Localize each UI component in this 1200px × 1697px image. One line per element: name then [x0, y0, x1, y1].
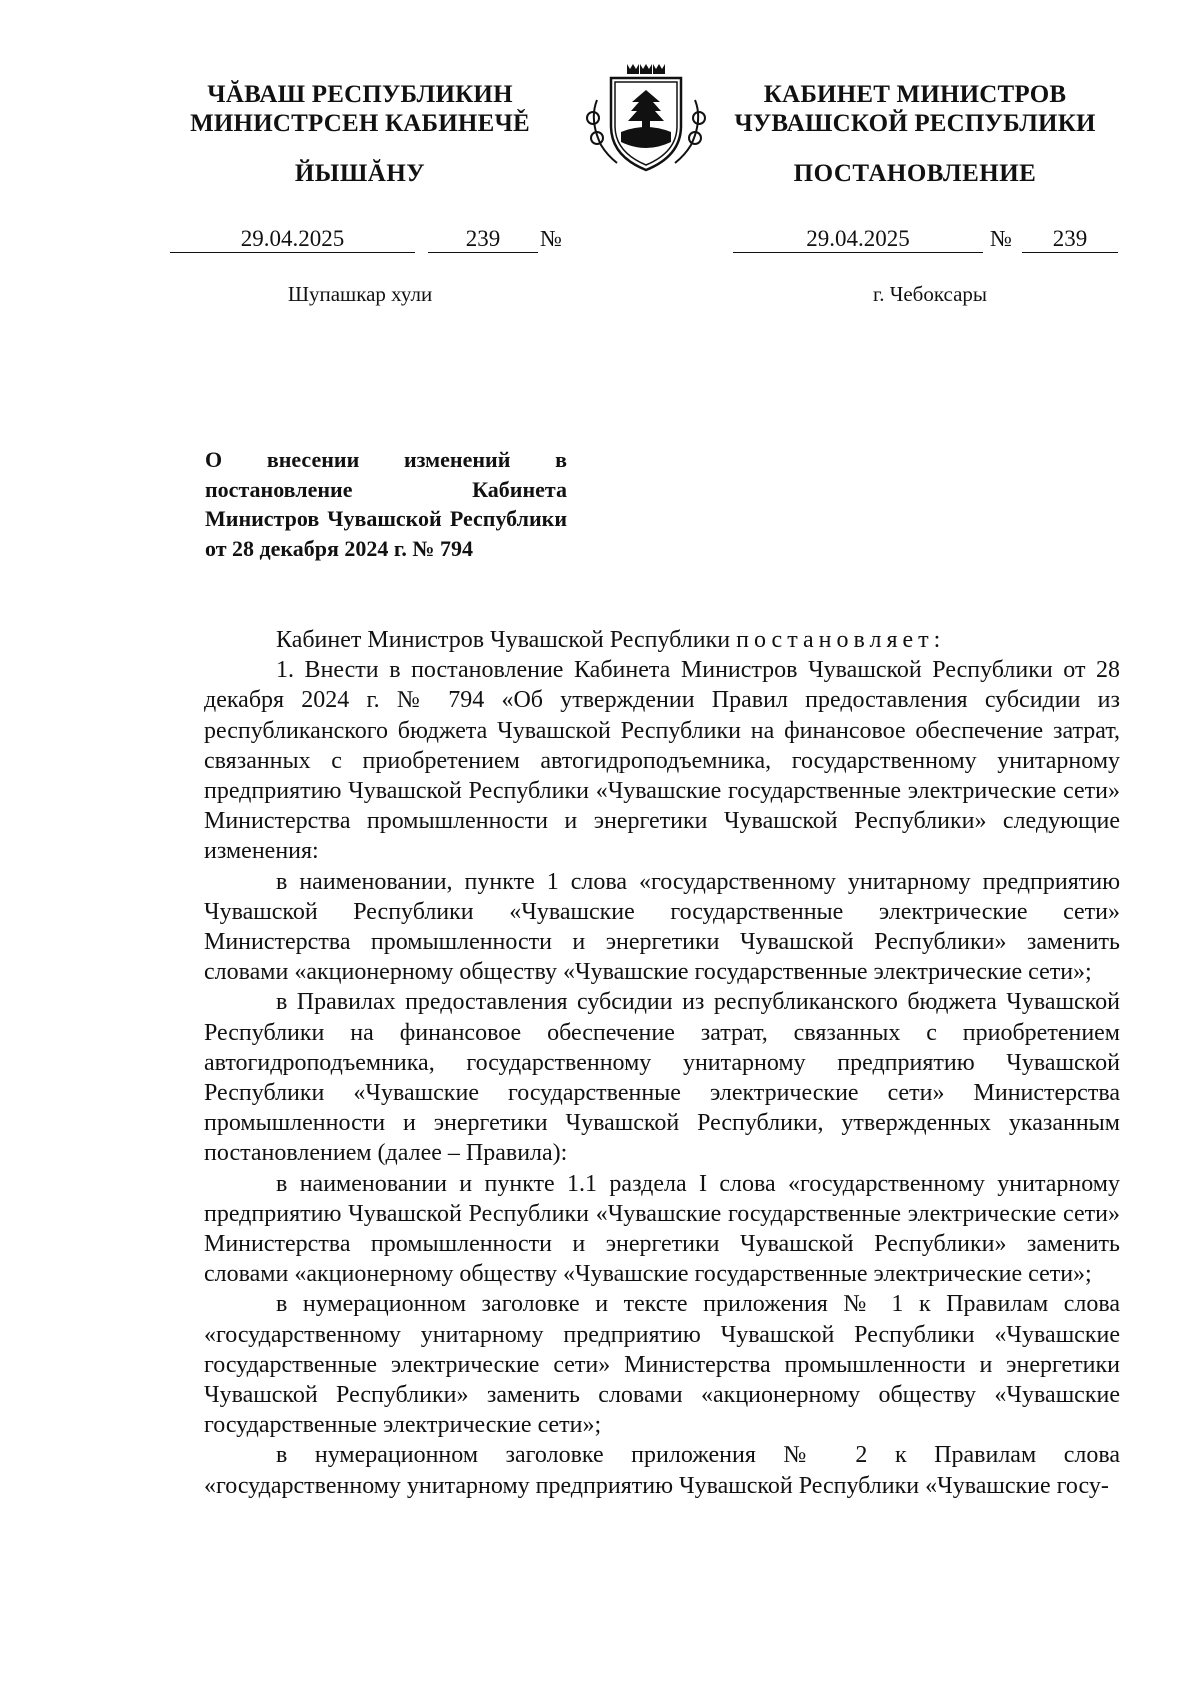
body-paragraph: в нумерационном заголовке приложения № 2 к Правилам слова «государственному унитарному предприятию Чувашской Республики «Чувашские госу-	[204, 1442, 1120, 1499]
body-paragraph: в наименовании и пункте 1.1 раздела I слова «государственному унитарному предприятию Чувашской Республики «Чувашские государственные электрические сети» Министерства промышленности и энергетики Чувашской Республики» заменить словами «акционерному обществу «Чувашские государственные электрические сети»;	[204, 1170, 1120, 1288]
body-paragraph: в нумерационном заголовке и тексте приложения № 1 к Правилам слова «государственному унитарному предприятию Чувашской Республики «Чувашские государственные электрические сети» Министерства промышленности и энергетики Чувашской Республики» заменить словами «акционерному обществу «Чувашские государственные электрические сети»;	[204, 1291, 1120, 1439]
document-subject: О внесении изменений в постановление Кабинета Министров Чувашской Республики от 28 декабря 2024 г. № 794	[205, 447, 567, 561]
number-field-chuvash	[428, 225, 538, 253]
date-field-russian	[733, 225, 983, 253]
number-chuvash: 239	[465, 226, 501, 251]
intro-paragraph	[204, 625, 1120, 655]
org-name-russian-line2: ЧУВАШСКОЙ РЕСПУБЛИКИ	[734, 110, 1096, 137]
city-russian: г. Чебоксары	[872, 282, 988, 306]
date-field-chuvash	[170, 225, 415, 253]
number-sign-chuvash: №	[540, 226, 562, 251]
decree-word: постановляет:	[736, 627, 946, 653]
org-name-russian-line1: КАБИНЕТ МИНИСТРОВ	[763, 81, 1067, 108]
doc-type-russian: ПОСТАНОВЛЕНИЕ	[793, 160, 1037, 187]
body-paragraph: в Правилах предоставления субсидии из республиканского бюджета Чувашской Республики на финансовое обеспечение затрат, связанных с приобретением автогидроподъемника, государственному унитарному предприятию Чувашской Республики «Чувашские государственные электрические сети» Министерства промышленности и энергетики Чувашской Республики, утвержденных указанным постановлением (далее – Правила):	[204, 989, 1120, 1167]
org-name-chuvash-line2: МИНИСТРСЕН КАБИНЕЧĚ	[190, 110, 530, 137]
intro-text: Кабинет Министров Чувашской Республики	[276, 627, 731, 653]
number-field-russian	[1022, 225, 1118, 253]
document-body	[204, 625, 1120, 1501]
date-chuvash: 29.04.2025	[240, 226, 345, 251]
header-right	[715, 80, 1115, 188]
org-name-chuvash-line1: ЧĂВАШ РЕСПУБЛИКИН	[207, 81, 513, 108]
header-left	[160, 80, 560, 188]
chuvashia-coat-of-arms-icon	[575, 60, 717, 177]
number-russian: 239	[1052, 226, 1088, 251]
doc-type-chuvash: ЙЫШĂНУ	[294, 160, 426, 187]
body-paragraph: 1. Внести в постановление Кабинета Министров Чувашской Республики от 28 декабря 2024 г. № 794 «Об утверждении Правил предоставления субсидии из республиканского бюджета Чувашской Республики на финансовое обеспечение затрат, связанных с приобретением автогидроподъемника, государственному унитарному предприятию Чувашской Республики «Чувашские государственные электрические сети» Министерства промышленности и энергетики Чувашской Республики» следующие изменения:	[204, 657, 1120, 865]
body-paragraph: в наименовании, пункте 1 слова «государственному унитарному предприятию Чувашской Республики «Чувашские государственные электрические сети» Министерства промышленности и энергетики Чувашской Республики» заменить словами «акционерному обществу «Чувашские государственные электрические сети»;	[204, 868, 1120, 986]
number-sign-russian: №	[990, 226, 1012, 251]
city-chuvash: Шупашкар хули	[287, 282, 433, 306]
date-russian: 29.04.2025	[806, 226, 910, 251]
